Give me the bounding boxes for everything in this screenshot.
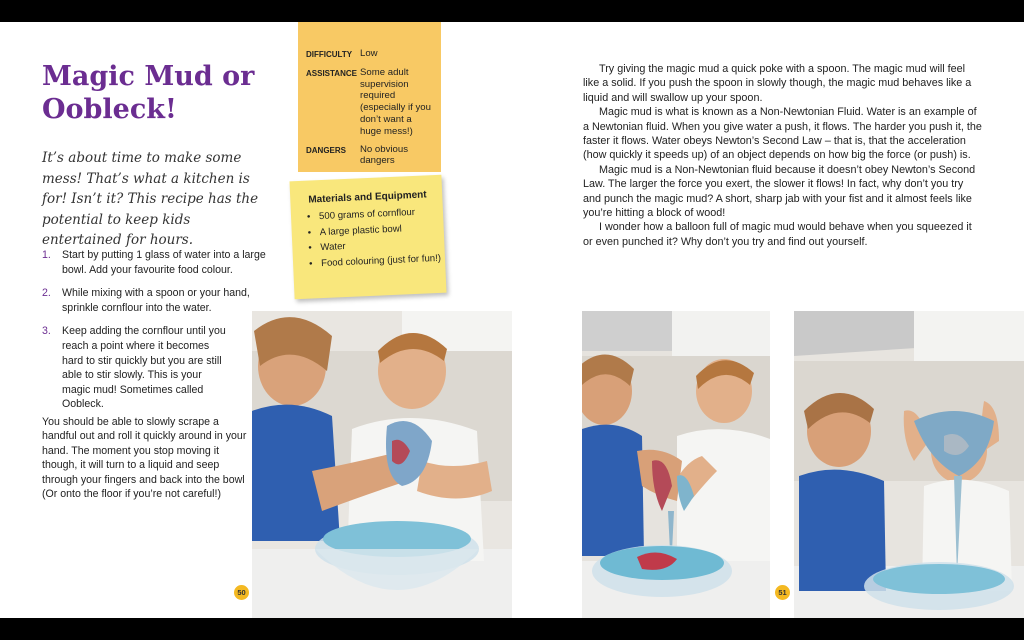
assistance-label: ASSISTANCE [306, 68, 357, 78]
materials-item: • Water [312, 237, 444, 255]
right-body-text [583, 62, 983, 249]
step-item [42, 324, 232, 412]
step-item [42, 286, 282, 315]
assistance-value: Some adult supervision required (especially if you don’t want a huge mess!) [360, 66, 431, 137]
bottom-bar [0, 618, 1024, 640]
step-item [42, 248, 282, 277]
photo-kids-mixing-mud [252, 311, 512, 618]
materials-heading: Materials and Equipment [308, 189, 427, 206]
page-number-badge: 50 [234, 585, 249, 600]
materials-list [291, 206, 445, 272]
body-paragraph: Try giving the magic mud a quick poke with a spoon. The magic mud will feel like a solid. If you push the spoon in slowly though, the magic mud behaves like a liquid and will swallow up your spoon. [583, 63, 972, 104]
dangers-label: DANGERS [306, 145, 347, 155]
difficulty-table [306, 48, 434, 173]
intro-text: It’s about time to make some mess! That’s what a kitchen is for! Isn’t it? This recipe has the potential to keep kids entertained for hours. [42, 150, 259, 248]
body-paragraph: You should be able to slowly scrape a handful out and roll it quickly around in your hand. The moment you stop moving it though, it will turn to a liquid and seep through your fingers and back into the bowl (Or onto the floor if you’re not careful!) [42, 416, 247, 501]
photo-kids-stretching-mud [582, 311, 770, 618]
step-number: 3. [42, 325, 51, 338]
step-text: Keep adding the cornflour until you reach a point where it becomes hard to stir quickly but you are still able to stir slowly. This is your magic mud! Sometimes called Oobleck. [62, 325, 226, 411]
step-text: While mixing with a spoon or your hand, sprinkle cornflour into the water. [62, 287, 250, 314]
step-number: 1. [42, 249, 51, 261]
step-number: 2. [42, 287, 51, 300]
body-paragraph: Magic mud is what is known as a Non-Newtonian Fluid. Water is an example of a Newtonian fluid. When you give water a push, it flows. The harder you push it, the faster it flows. Water obeys Newton’s Second Law – that is, that the acceleration (how quickly it speeds up) of an object depends on how big the force (or push) is. [583, 106, 982, 162]
difficulty-label: DIFFICULTY [306, 50, 353, 59]
materials-note [289, 175, 446, 300]
photo-boy-holding-mud [794, 311, 1024, 618]
materials-item: • A large plastic bowl [312, 221, 444, 239]
body-paragraph: Magic mud is a Non-Newtonian fluid because it doesn’t obey Newton’s Second Law. The larger the force you exert, the slower it flows! In fact, why don’t you try and punch the magic mud? A short, sharp jab with your fist and it almost feels like you’re hitting a block of wood! [583, 163, 976, 220]
materials-item: • 500 grams of cornflour [311, 206, 443, 224]
difficulty-info-box [298, 22, 441, 172]
step-text: Start by putting 1 glass of water into a large bowl. Add your favourite food colour. [62, 249, 266, 276]
body-paragraph: I wonder how a balloon full of magic mud would behave when you squeezed it or even punched it? Why don’t you try and find out yourself. [583, 221, 972, 248]
page-title: Magic Mud or Oobleck! [42, 61, 255, 125]
right-page [512, 22, 1024, 618]
dangers-value: No obvious dangers [360, 143, 408, 167]
top-bar [0, 0, 1024, 22]
materials-item: • Food colouring (just for fun!) [313, 252, 445, 270]
page-number-badge: 51 [775, 585, 790, 600]
steps-list [42, 248, 282, 421]
left-page [0, 22, 512, 618]
difficulty-value: Low [360, 48, 378, 59]
